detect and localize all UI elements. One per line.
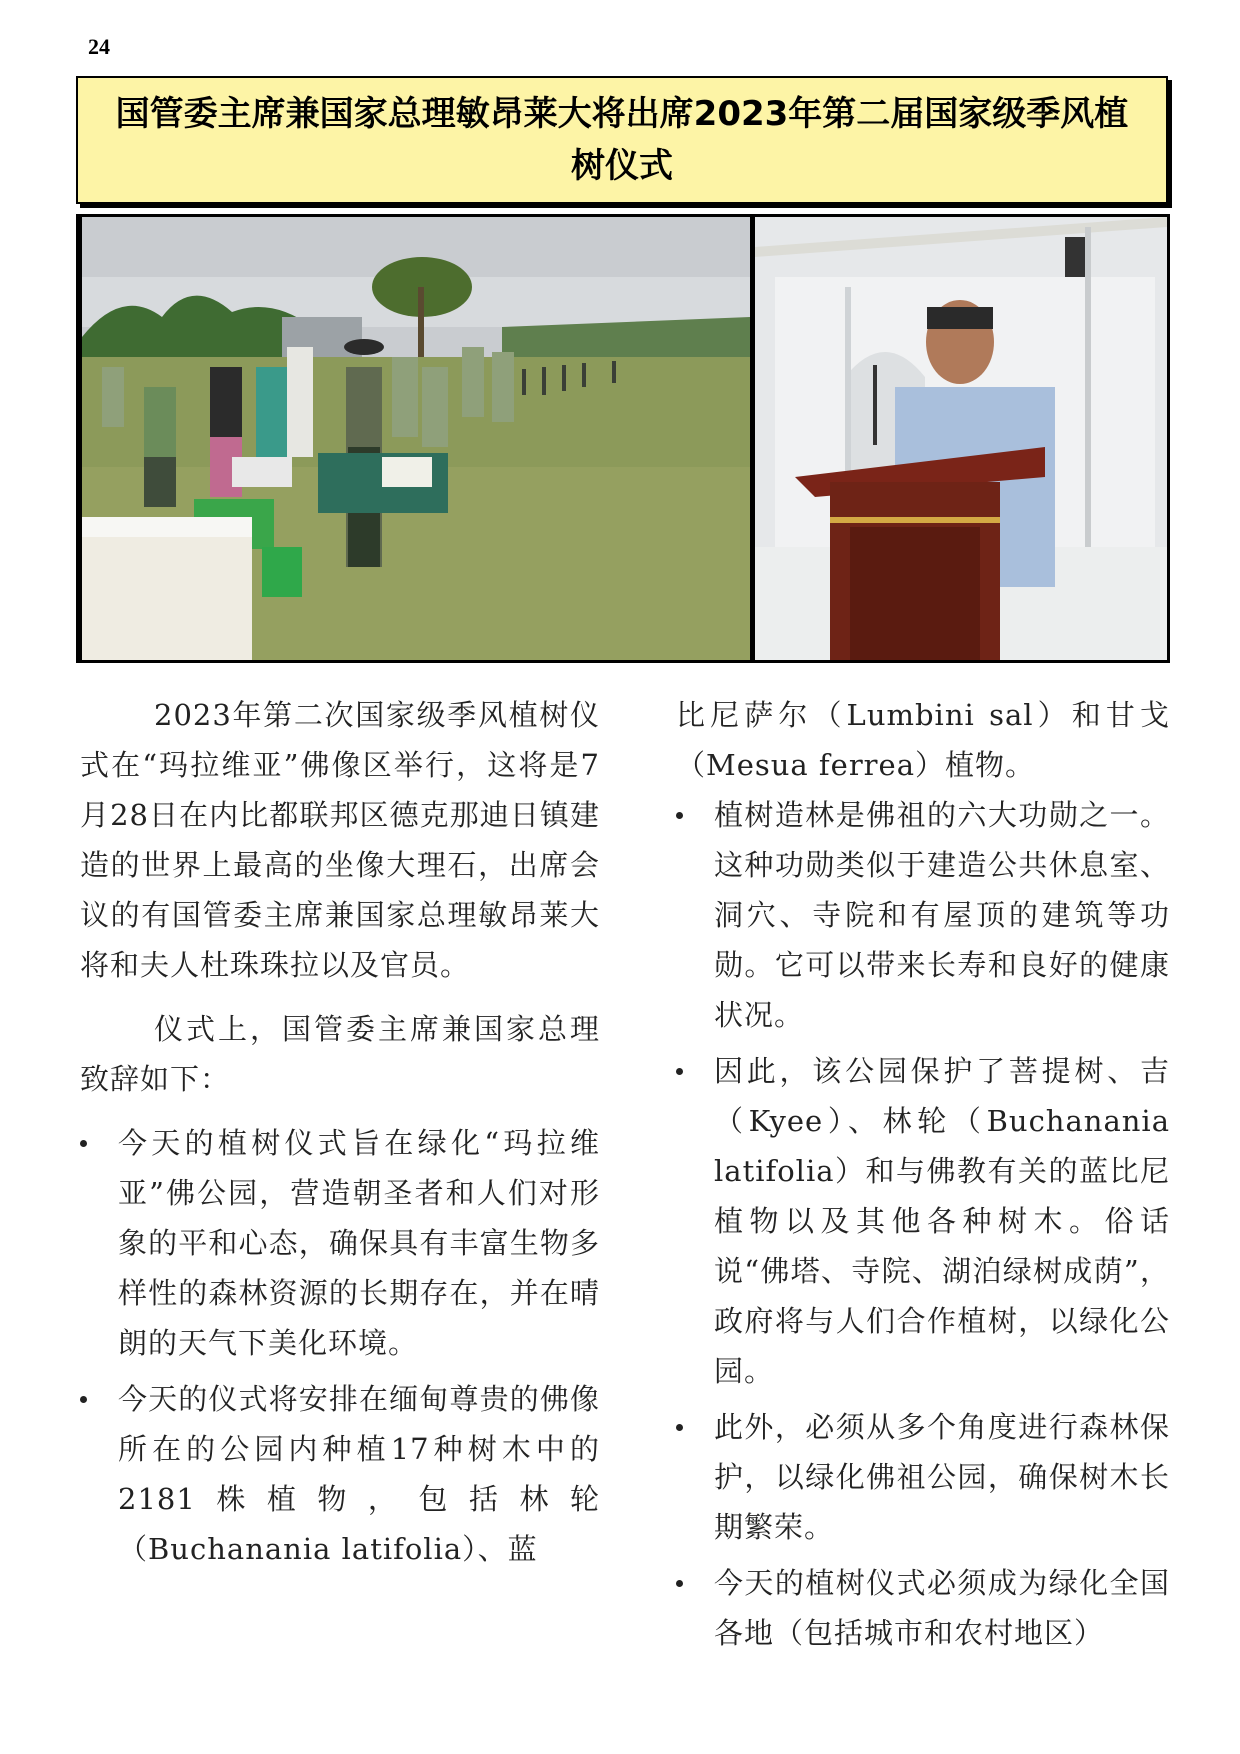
list-item-text: 此外，必须从多个角度进行森林保护，以绿化佛祖公园，确保树木长期繁荣。 — [714, 1410, 1170, 1544]
list-item-text: 今天的仪式将安排在缅甸尊贵的佛像所在的公园内种植17种树木中的2181株植物，包括林轮（Buchanania latifolia）、蓝 — [118, 1382, 600, 1566]
title-box — [76, 76, 1168, 204]
bullet-list — [676, 790, 1170, 1658]
list-item-text: 因此，该公园保护了菩提树、吉（Kyee）、林轮（Buchanania latifolia）和与佛教有关的蓝比尼植物以及其他各种树木。俗话说“佛塔、寺院、湖泊绿树成荫”，政府将与人们合作植树，以绿化公园。 — [714, 1054, 1170, 1388]
bullet-list — [80, 1118, 600, 1574]
list-item — [676, 790, 1170, 1040]
right-column — [676, 690, 1170, 1664]
photo-frame — [76, 214, 1170, 663]
bullet-icon — [676, 1068, 683, 1075]
list-item-text: 今天的植树仪式旨在绿化“玛拉维亚”佛公园，营造朝圣者和人们对形象的平和心态，确保具有丰富生物多样性的森林资源的长期存在，并在晴朗的天气下美化环境。 — [118, 1126, 600, 1360]
speaker-photo — [755, 217, 1167, 660]
article-paragraph: 仪式上，国管委主席兼国家总理致辞如下： — [80, 1012, 600, 1096]
ceremony-photo — [82, 217, 750, 660]
article-title: 国管委主席兼国家总理敏昂莱大将出席2023年第二届国家级季风植树仪式 — [115, 94, 1129, 186]
list-item — [80, 1118, 600, 1368]
bullet-icon — [676, 1424, 683, 1431]
list-item — [676, 1402, 1170, 1552]
bullet-icon — [80, 1396, 87, 1403]
article-paragraph: 2023年第二次国家级季风植树仪式在“玛拉维亚”佛像区举行，这将是7月28日在内比都联邦区德克那迪日镇建造的世界上最高的坐像大理石，出席会议的有国管委主席兼国家总理敏昂莱大将和夫人杜珠珠拉以及官员。 — [80, 698, 600, 982]
list-item — [676, 1046, 1170, 1396]
list-item-text: 植树造林是佛祖的六大功勋之一。这种功勋类似于建造公共休息室、洞穴、寺院和有屋顶的建筑等功勋。它可以带来长寿和良好的健康状况。 — [714, 798, 1170, 1032]
list-item-text: 今天的植树仪式必须成为绿化全国各地（包括城市和农村地区） — [714, 1566, 1170, 1650]
left-column — [80, 690, 600, 1580]
list-item — [676, 1558, 1170, 1658]
bullet-icon — [80, 1140, 87, 1147]
continued-text: 比尼萨尔（Lumbini sal）和甘戈（Mesua ferrea）植物。 — [676, 698, 1170, 782]
bullet-icon — [676, 812, 683, 819]
page-number: 24 — [88, 34, 110, 59]
bullet-icon — [676, 1580, 683, 1587]
list-item — [80, 1374, 600, 1574]
